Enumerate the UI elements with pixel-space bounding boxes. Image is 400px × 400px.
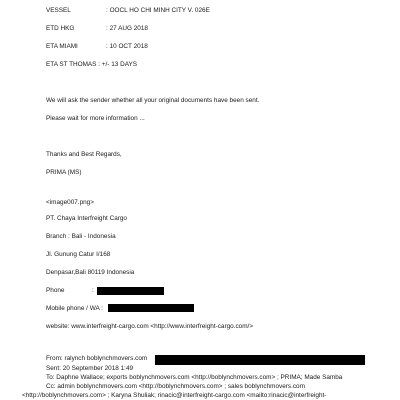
forwarded-cc-continued: <http://boblynchmovers.com> ; Karyna Shuliak; rinacic@interfreight-cargo.com <mailto:rinacic@interfreight- xyxy=(22,392,327,399)
signature-website: website: www.interfreight-cargo.com <http://www.interfreight-cargo.com/> xyxy=(46,323,254,330)
signature-street: Jl. Gunung Catur I/168 xyxy=(46,251,111,258)
forwarded-cc: Cc: admin boblynchmovers.com <http://boblynchmovers.com> ; sales boblynchmovers.com xyxy=(46,383,305,390)
shipment-label: ETA MIAMI xyxy=(46,43,78,50)
from-redaction xyxy=(155,355,365,365)
phone-separator: : xyxy=(92,287,94,294)
shipment-row-etd xyxy=(46,25,148,33)
shipment-value: OOCL HO CHI MINH CITY V. 026E xyxy=(109,7,210,14)
signature-branch: Branch : Bali - Indonesia xyxy=(46,233,116,240)
body-paragraph-1: We will ask the sender whether all your original documents have been sent. xyxy=(46,97,260,104)
signature-company: PT. Chaya Interfreight Cargo xyxy=(46,215,127,222)
forwarded-to: To: Daphne Wallace; exports boblynchmovers.com <http://boblynchmovers.com> ; PRIMA; Made Samba xyxy=(46,374,343,381)
forwarded-from: From: ralynch boblynchmovers.com xyxy=(46,355,148,362)
phone-redaction xyxy=(97,287,164,295)
shipment-separator: : xyxy=(98,61,100,68)
shipment-label: ETD HKG xyxy=(46,25,75,32)
shipment-row-eta-st-thomas xyxy=(46,61,137,69)
signature-phone-row xyxy=(46,287,64,295)
shipment-label: ETA ST THOMAS xyxy=(46,61,97,68)
shipment-row-eta-miami xyxy=(46,43,148,51)
sender-name: PRIMA (MS) xyxy=(46,169,82,176)
shipment-value: 10 OCT 2018 xyxy=(109,43,148,50)
shipment-row-vessel xyxy=(46,7,210,15)
body-paragraph-2: Please wait for more information ... xyxy=(46,115,145,122)
mobile-redaction xyxy=(108,304,194,312)
phone-label: Phone xyxy=(46,287,65,294)
forwarded-sent: Sent: 20 September 2018 1:49 xyxy=(46,365,134,372)
signature-city: Denpasar,Bali 80119 Indonesia xyxy=(46,269,135,276)
shipment-separator: : xyxy=(106,25,108,32)
closing-line: Thanks and Best Regards, xyxy=(46,151,122,158)
signature-image-ref: <image007.png> xyxy=(46,199,94,206)
mobile-label: Mobile phone / WA : xyxy=(46,305,103,312)
shipment-label: VESSEL xyxy=(46,7,71,14)
shipment-value: +/- 13 DAYS xyxy=(101,61,138,68)
shipment-separator: : xyxy=(106,43,108,50)
shipment-value: 27 AUG 2018 xyxy=(109,25,148,32)
shipment-separator: : xyxy=(106,7,108,14)
